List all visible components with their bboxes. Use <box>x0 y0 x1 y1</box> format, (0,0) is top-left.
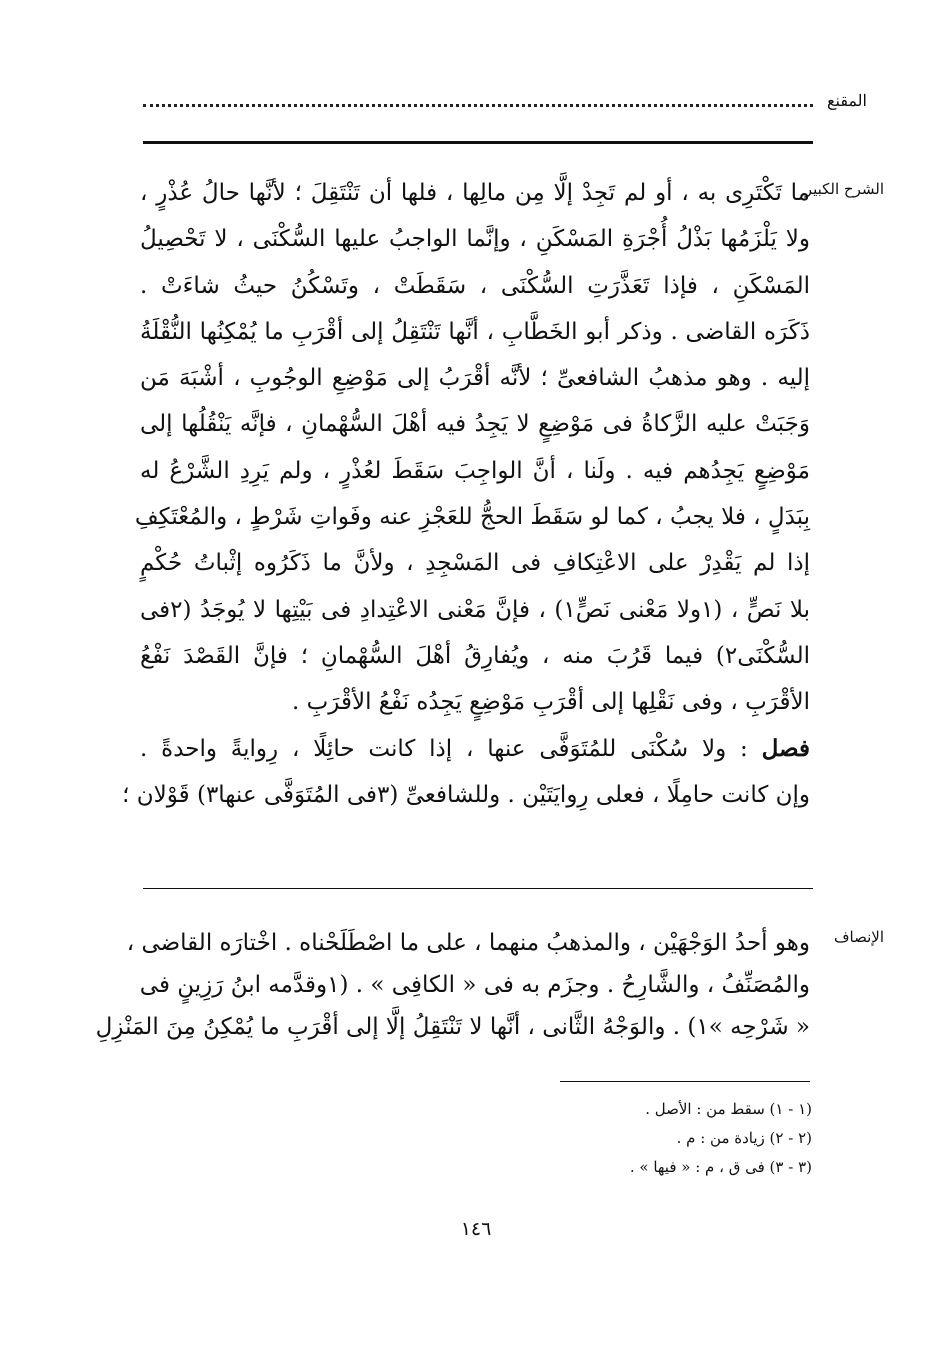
footnote-rule <box>560 1081 810 1082</box>
text-line: المَسْكَنِ ، فإذا تَعَذَّرَتِ السُّكْنَى ، سَقَطَتْ ، وتَسْكُنُ حيثُ شاءَتْ . <box>140 272 810 299</box>
fasl-text: : ولا سُكْنَى للمُتَوَفَّى عنها ، إذا كانت حائِلًا ، رِوايةً واحدةً . <box>140 735 762 762</box>
text-line: ذَكَرَه القاضى . وذكر أبو الخَطَّابِ ، أنَّها تَنْتَقِلُ إلى أقْرَبِ ما يُمْكِنُها النُّقْلَةُ <box>140 318 810 345</box>
insaf-section-label: الإنصاف <box>833 928 884 946</box>
footnote: (٢ - ٢) زيادة من : م . <box>676 1129 812 1147</box>
text-line: السُّكْنَى٢) فيما قَرُبَ منه ، ويُفارِقُ أهْلَ السُّهْمانِ ؛ فإنَّ القَصْدَ نَفْعُ <box>140 642 810 669</box>
text-line: إليه . وهو مذهبُ الشافعىِّ ؛ لأنَّه أقْرَبُ إلى مَوْضِعِ الوجُوبِ ، أشْبَهَ مَن <box>140 365 810 392</box>
text-line: بِبَدَلٍ ، فلا يجبُ ، كما لو سَقَطَ الحجُّ للعَجْزِ عنه وفَواتِ شَرْطٍ ، والمُعْتَكِفِ <box>134 504 810 531</box>
page-number: ١٤٦ <box>460 1218 492 1240</box>
text-line: الأقْرَبِ ، وفى نَقْلِها إلى أقْرَبِ مَوْضِعٍ يَجِدُه نَفْعُ الأقْرَبِ . <box>292 689 810 716</box>
text-line: ولا يَلْزَمُها بَذْلُ أُجْرَةِ المَسْكَنِ ، وإنَّما الواجبُ عليها السُّكْنَى ، لا تَحْصِيلُ <box>140 226 810 253</box>
footnote: (١ - ١) سقط من : الأصل . <box>645 1100 812 1118</box>
text-line: وَجَبَتْ عليه الزَّكاةُ فى مَوْضِعٍ لا يَجِدُ فيه أهْلَ السُّهْمانِ ، فإنَّه يَنْقُلُها إلى <box>140 411 810 438</box>
section-divider <box>143 888 813 889</box>
header-rule <box>143 141 813 144</box>
header-dotted-rule <box>143 104 813 107</box>
footnotes <box>512 1095 812 1182</box>
fasl-heading: فصل <box>761 734 810 762</box>
sharh-text <box>122 170 810 818</box>
footnote: (٣ - ٣) فى ق ، م : « فيها » . <box>629 1158 812 1176</box>
text-line: إذا لم يَقْدِرْ على الاعْتِكافِ فى المَسْجِدِ ، ولأنَّ ما ذَكَرُوه إثْباتُ حُكْمٍ <box>140 550 810 577</box>
fasl-line <box>140 726 810 772</box>
sharh-section-label: الشرح الكبير <box>804 180 884 198</box>
text-line: وإن كانت حامِلًا ، فعلى رِوايَتَيْن . وللشافعىِّ (٣فى المُتَوَفَّى عنها٣) قَوْلان ؛ <box>122 781 810 808</box>
text-line: بلا نَصٍّ ، (١ولا مَعْنى نَصٍّ١) ، فإنَّ مَعْنى الاعْتِدادِ فى بَيْتِها لا يُوجَدُ (٢فى <box>140 596 810 623</box>
text-line: « شَرْحِه »١) . والوَجْهُ الثَّانى ، أنَّها لا تَنْتَقِلُ إلَّا إلى أقْرَبِ ما يُمْكِنُ مِنَ المَنْزِلِ <box>95 1014 810 1040</box>
text-line: ما تَكْتَرِى به ، أو لم تَجِدْ إلَّا مِن مالِها ، فلها أن تَنْتَقِلَ ؛ لأنَّها حالُ عُذْرٍ ، <box>140 180 810 206</box>
text-line: والمُصَنِّفُ ، والشَّارِحُ . وجزَم به فى « الكافِى » . (١وقدَّمه ابنُ رَزِينٍ فى <box>139 972 810 998</box>
insaf-text <box>95 922 810 1048</box>
text-line: وهو أحدُ الوَجْهَيْن ، والمذهبُ منهما ، على ما اصْطَلَحْناه . اخْتارَه القاضى ، <box>126 930 810 956</box>
text-line: مَوْضِعٍ يَجِدُهم فيه . ولَنا ، أنَّ الواجِبَ سَقَطَ لعُذْرٍ ، ولم يَرِدِ الشَّرْعُ له <box>140 457 810 484</box>
book-title: المقنع <box>826 91 867 110</box>
